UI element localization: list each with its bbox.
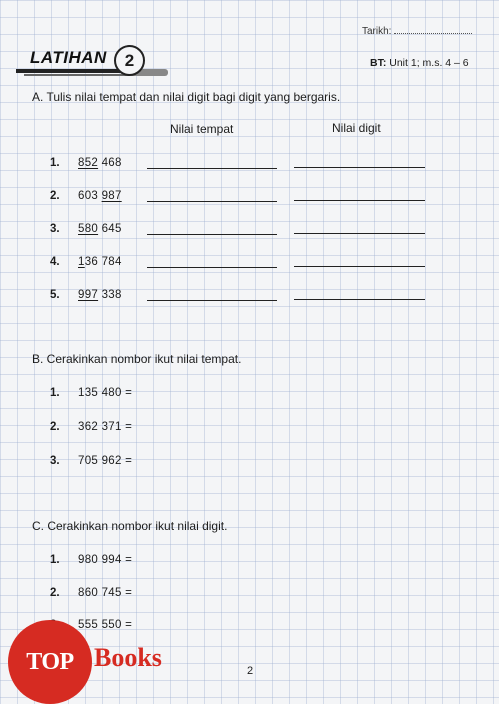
date-field — [362, 24, 472, 37]
exercise-number: 2 — [114, 45, 145, 76]
question-number: 2. — [50, 421, 60, 433]
question-number: 1. — [50, 387, 60, 399]
expansion-expression: 980 994 = — [78, 554, 133, 566]
question-number-value — [78, 223, 122, 235]
logo-wordmark: Books — [94, 643, 162, 672]
answer-line-place-value[interactable] — [147, 233, 277, 235]
question-number-value — [78, 289, 122, 301]
underlined-digits: 580 — [78, 223, 99, 235]
value-suffix: 338 — [98, 289, 122, 301]
expansion-expression: 860 745 = — [78, 587, 133, 599]
answer-line-place-value[interactable] — [147, 200, 277, 202]
textbook-reference-prefix: BT: — [370, 57, 387, 69]
topbooks-logo — [8, 616, 198, 700]
question-number: 1. — [50, 157, 60, 169]
page-number: 2 — [247, 665, 254, 677]
logo-circle: TOP — [8, 620, 92, 704]
question-number-value — [78, 256, 122, 268]
section-c-title: C. Cerakinkan nombor ikut nilai digit. — [32, 519, 228, 533]
value-suffix: 468 — [98, 157, 122, 169]
answer-line-place-value[interactable] — [147, 299, 277, 301]
answer-line-digit-value[interactable] — [294, 298, 425, 300]
value-suffix: 645 — [98, 223, 122, 235]
value-suffix: 36 784 — [84, 256, 122, 268]
question-number: 4. — [50, 256, 60, 268]
question-number-value — [78, 190, 122, 202]
underlined-digits: 852 — [78, 157, 99, 169]
expansion-expression: 555 550 = — [78, 619, 133, 631]
question-number: 2. — [50, 190, 60, 202]
answer-line-digit-value[interactable] — [294, 232, 425, 234]
question-number: 2. — [50, 587, 60, 599]
answer-line-digit-value[interactable] — [294, 199, 425, 201]
value-prefix: 603 — [78, 190, 102, 202]
section-a-title: A. Tulis nilai tempat dan nilai digit bagi digit yang bergaris. — [32, 90, 341, 104]
expansion-expression: 135 480 = — [78, 387, 133, 399]
textbook-reference — [370, 57, 469, 69]
date-blank-line[interactable] — [394, 24, 472, 34]
column-header-place-value: Nilai tempat — [170, 122, 234, 136]
textbook-reference-detail: Unit 1; m.s. 4 – 6 — [386, 57, 469, 69]
underlined-digits: 1 — [78, 256, 85, 268]
expansion-expression: 362 371 = — [78, 421, 133, 433]
expansion-expression: 705 962 = — [78, 455, 133, 467]
question-number: 3. — [50, 455, 60, 467]
answer-line-place-value[interactable] — [147, 266, 277, 268]
exercise-badge — [16, 42, 166, 78]
date-label: Tarikh: — [362, 26, 392, 37]
underlined-digits: 987 — [101, 190, 122, 202]
answer-line-digit-value[interactable] — [294, 166, 425, 168]
answer-line-place-value[interactable] — [147, 167, 277, 169]
question-number-value — [78, 157, 122, 169]
badge-underline-secondary — [24, 74, 134, 76]
question-number: 3. — [50, 223, 60, 235]
underlined-digits: 997 — [78, 289, 99, 301]
section-b-title: B. Cerakinkan nombor ikut nilai tempat. — [32, 352, 242, 366]
question-number: 5. — [50, 289, 60, 301]
column-header-digit-value: Nilai digit — [332, 121, 381, 135]
exercise-title: LATIHAN — [30, 48, 107, 67]
question-number: 1. — [50, 554, 60, 566]
answer-line-digit-value[interactable] — [294, 265, 425, 267]
